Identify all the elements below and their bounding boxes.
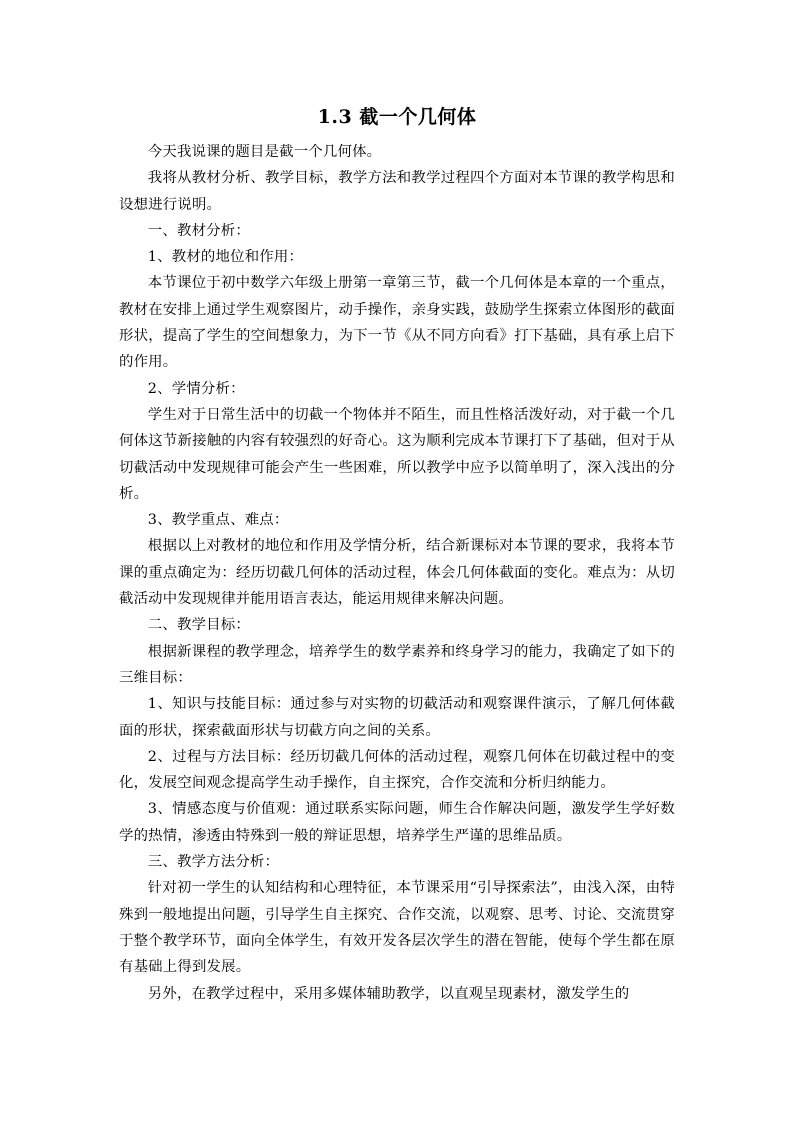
paragraph: 根据以上对教材的地位和作用及学情分析，结合新课标对本节课的要求，我将本节课的重点确定为：经历切截几何体的活动过程，体会几何体截面的变化。难点为：从切截活动中发现规律并能用语言表达，能运用规律来解决问题。 — [119, 538, 675, 608]
subsection-heading: 3、教学重点、难点： — [147, 512, 289, 529]
subsection-heading: 2、学情分析： — [147, 380, 245, 397]
paragraph: 另外，在教学过程中，采用多媒体辅助教学，以直观呈现素材，激发学生的 — [147, 985, 630, 1002]
subsection-heading: 1、教材的地位和作用： — [147, 249, 304, 266]
section-heading: 三、教学方法分析： — [147, 854, 280, 871]
paragraph: 本节课位于初中数学六年级上册第一章第三节，截一个几何体是本章的一个重点，教材在安排上通过学生观察图片，动手操作，亲身实践，鼓励学生探索立体图形的截面形状，提高了学生的空间想象力，为下一节《从不同方向看》打下基础，具有承上启下的作用。 — [119, 275, 675, 371]
paragraph: 针对初一学生的认知结构和心理特征，本节课采用“引导探索法”，由浅入深，由特殊到一般地提出问题，引导学生自主探究、合作交流，以观察、思考、讨论、交流贯穿于整个教学环节，面向全体学生，有效开发各层次学生的潜在智能，使每个学生都在原有基础上得到发展。 — [119, 880, 675, 976]
section-heading: 一、教材分析： — [147, 222, 250, 239]
section-heading: 二、教学目标： — [147, 617, 250, 634]
paragraph: 我将从教材分析、教学目标，教学方法和教学过程四个方面对本节课的教学构思和设想进行说明。 — [119, 170, 675, 213]
paragraph: 今天我说课的题目是截一个几何体。 — [147, 144, 382, 160]
paragraph: 根据新课程的教学理念，培养学生的数学素养和终身学习的能力，我确定了如下的三维目标： — [119, 643, 675, 686]
paragraph: 3、情感态度与价值观：通过联系实际问题，师生合作解决问题，激发学生学好数学的热情，渗透由特殊到一般的辩证思想，培养学生严谨的思维品质。 — [119, 801, 675, 844]
paragraph: 学生对于日常生活中的切截一个物体并不陌生，而且性格活泼好动，对于截一个几何体这节新接触的内容有较强烈的好奇心。这为顺利完成本节课打下了基础，但对于从切截活动中发现规律可能会产生一些困难，所以教学中应予以简单明了，深入浅出的分析。 — [119, 406, 675, 502]
paragraph: 2、过程与方法目标：经历切截几何体的活动过程，观察几何体在切截过程中的变化，发展空间观念提高学生动手操作，自主探究，合作交流和分析归纳能力。 — [119, 748, 675, 792]
paragraph: 1、知识与技能目标：通过参与对实物的切截活动和观察课件演示，了解几何体截面的形状，探索截面形状与切截方向之间的关系。 — [119, 696, 675, 739]
page-title: 1.3 截一个几何体 — [317, 106, 477, 128]
body-text — [119, 139, 675, 1007]
